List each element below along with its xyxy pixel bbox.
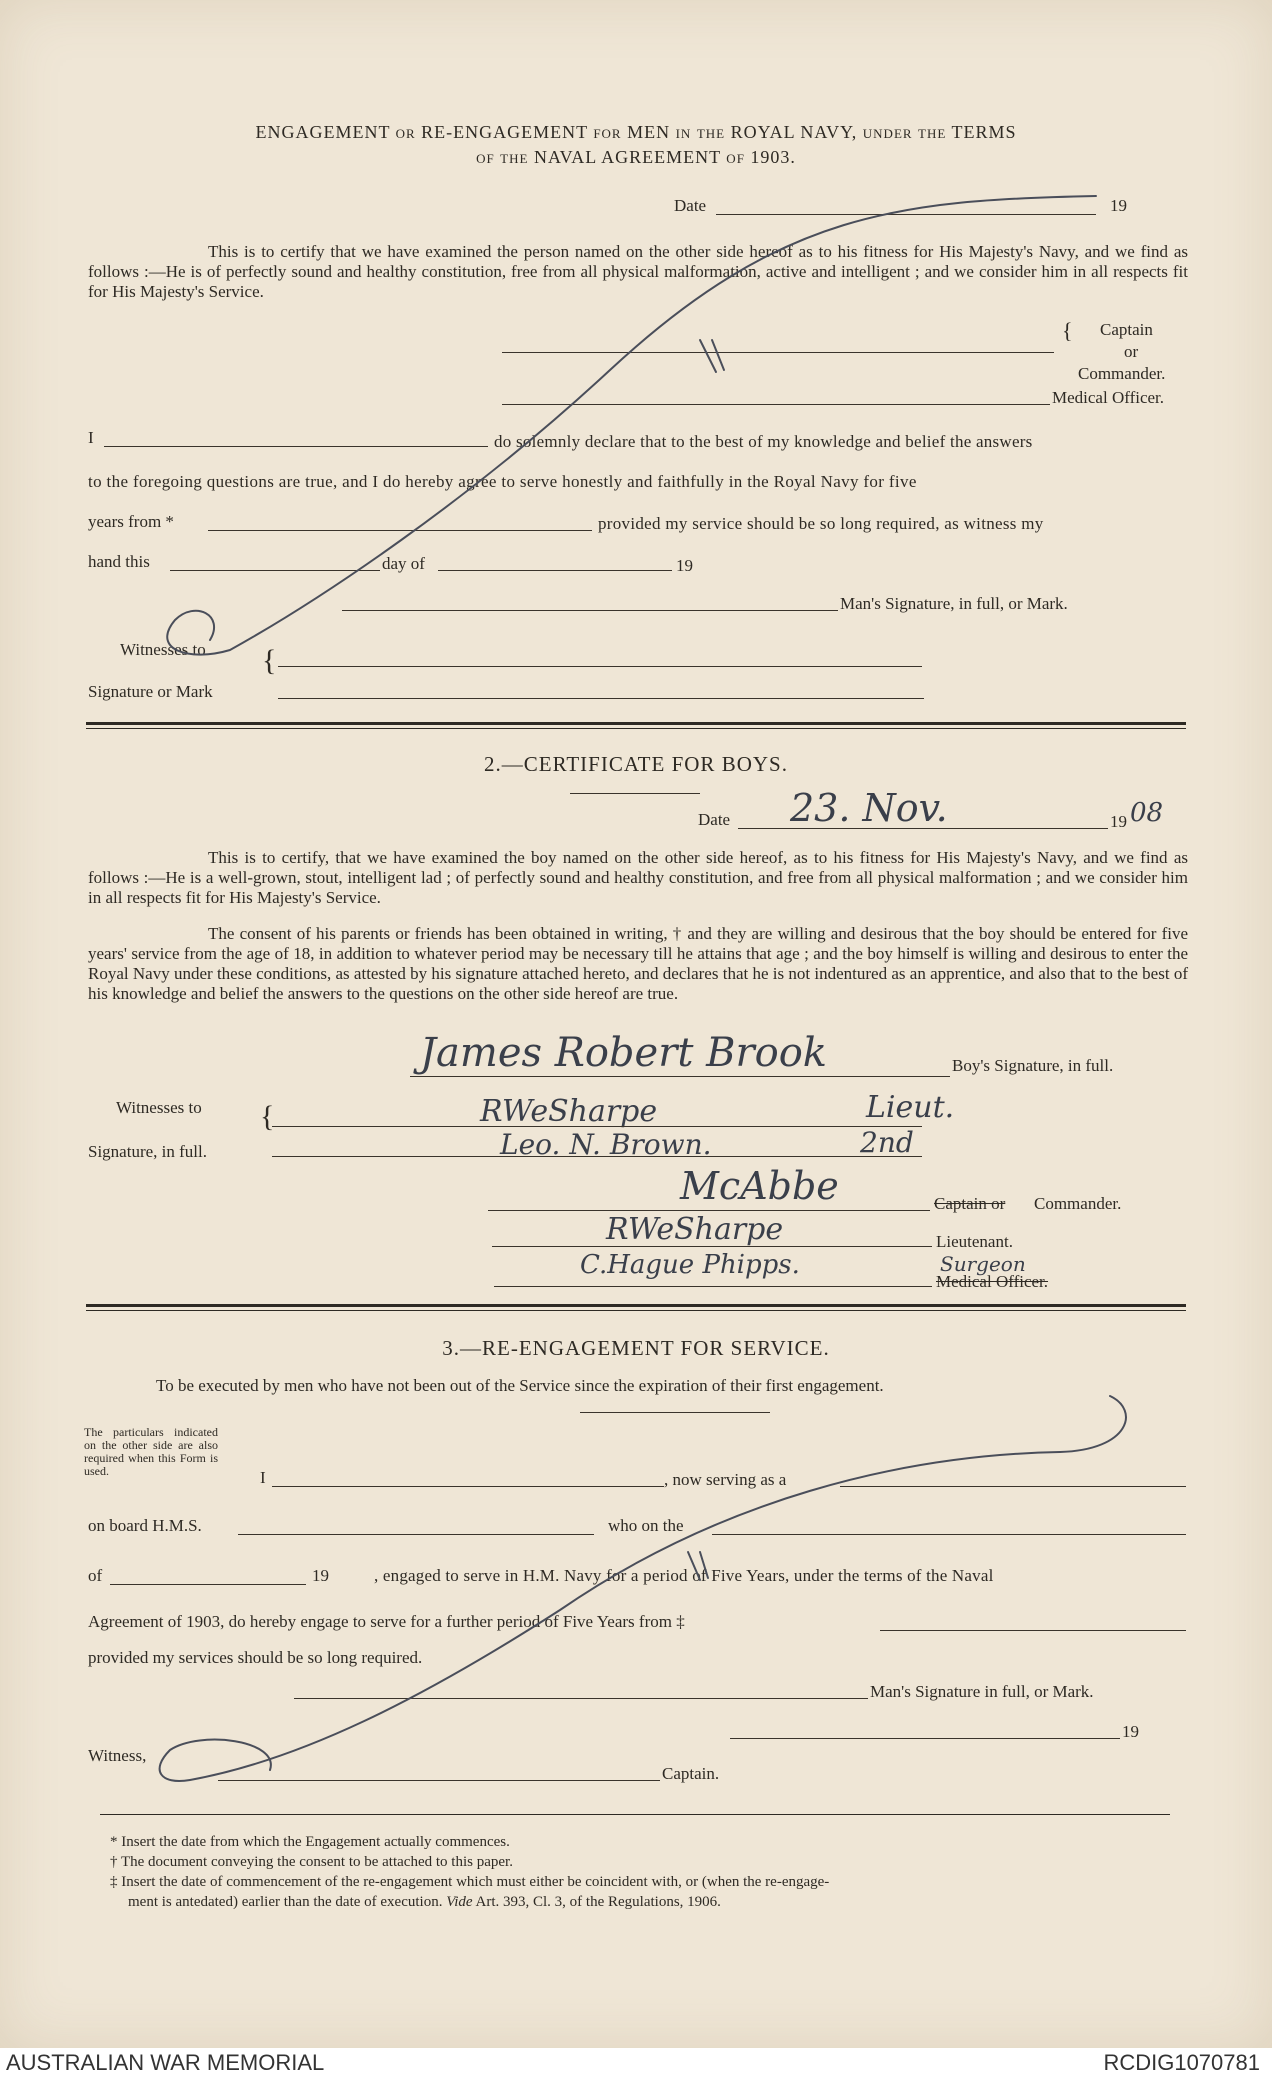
s2-boy-signature-label: Boy's Signature, in full. (952, 1056, 1114, 1075)
s1-signature-or-mark-label: Signature or Mark (88, 682, 213, 701)
section-divider-2 (86, 1304, 1186, 1307)
footnote-3b-text: ment is antedated) earlier than the date of execution. (128, 1894, 443, 1910)
s3-title: 3.—RE-ENGAGEMENT FOR SERVICE. (442, 1336, 830, 1360)
s1-years-from-label: years from * (88, 512, 174, 531)
footer-record-id: RCDIG1070781 (1103, 2050, 1260, 2075)
s1-date-label: Date (674, 196, 707, 215)
s2-year-prefix: 19 (1110, 812, 1127, 831)
s3-date-line[interactable] (730, 1738, 1120, 1739)
s3-now-serving-label: , now serving as a (664, 1470, 787, 1489)
s3-date-year: 19 (1122, 1722, 1139, 1741)
s1-day-of-label: day of (382, 554, 425, 573)
s1-witnesses-label: Witnesses to (120, 640, 206, 659)
s3-subtitle-underline (580, 1412, 770, 1413)
footnote-3b (128, 1892, 721, 1912)
s1-captain-label: Captain (1100, 320, 1153, 339)
s1-hand-this-line[interactable] (170, 570, 380, 571)
s3-provided-text: provided my services should be so long required. (88, 1648, 423, 1667)
s3-serving-as-line[interactable] (840, 1486, 1186, 1487)
s2-medical-line[interactable] (494, 1286, 932, 1287)
s3-who-on-the-label: who on the (608, 1516, 684, 1535)
s1-mans-signature-line[interactable] (342, 610, 838, 611)
s2-title: 2.—CERTIFICATE FOR BOYS. (484, 752, 788, 776)
s1-medical-line[interactable] (502, 404, 1050, 405)
s2-captain-line[interactable] (488, 1210, 930, 1211)
section-divider-3 (100, 1814, 1170, 1815)
s1-foregoing-text: to the foregoing questions are true, and I do hereby agree to serve honestly and faithfully in the Royal Navy for five (88, 472, 917, 491)
footnote-3a: ‡ Insert the date of commencement of the re-engagement which must either be coincident with, or (when the re-engage- (110, 1874, 830, 1890)
s2-witness-1-rank[interactable]: Lieut. (866, 1090, 955, 1125)
footnote-3b-vide: Vide (446, 1894, 473, 1910)
s3-mans-signature-label: Man's Signature in full, or Mark. (870, 1682, 1094, 1701)
section-divider-2b (86, 1310, 1186, 1311)
s2-witness-line-1[interactable] (272, 1126, 922, 1127)
s3-who-on-the-line[interactable] (712, 1534, 1186, 1535)
s1-provided-text: provided my service should be so long required, as witness my (598, 514, 1044, 533)
section-divider-1 (86, 722, 1186, 725)
s2-year-value[interactable]: 08 (1130, 798, 1164, 828)
s3-subtitle: To be executed by men who have not been out of the Service since the expiration of their first engagement. (156, 1376, 884, 1395)
s3-witness-line[interactable] (218, 1780, 660, 1781)
s2-lieutenant-label: Lieutenant. (936, 1232, 1013, 1251)
s1-certify-paragraph: This is to certify that we have examined the person named on the other side hereof as to his fitness for His Majesty's Navy, and we find as follows :—He is of perfectly sound and healthy constitution, free from all physical malformation, active and intelligent ; and we consider him in all respects fit for His Majesty's Service. (88, 242, 1188, 301)
s2-witness-2-value[interactable]: Leo. N. Brown. (500, 1128, 712, 1161)
s2-date-label: Date (698, 810, 731, 829)
s1-witness-brace: { (262, 644, 277, 677)
s1-brace: { (1062, 318, 1073, 343)
s1-or-label: or (1124, 342, 1139, 361)
s1-witness-line-1[interactable] (278, 666, 922, 667)
s3-side-note: The particulars indicated on the other side are also required when this Form is used. (84, 1425, 218, 1478)
s2-witness-line-2[interactable] (272, 1156, 922, 1157)
s3-agreement-text: Agreement of 1903, do hereby engage to serve for a further period of Five Years from ‡ (88, 1612, 685, 1631)
s1-witness-line-2[interactable] (278, 698, 924, 699)
s2-boy-signature-line[interactable] (410, 1076, 950, 1077)
s1-years-from-line[interactable] (208, 530, 592, 531)
s2-medical-officer-label: Medical Officer. (936, 1272, 1049, 1291)
s3-captain-label: Captain. (662, 1764, 720, 1783)
s2-boy-signature-value[interactable]: James Robert Brook (420, 1030, 828, 1076)
s1-declare-text: do solemnly declare that to the best of my knowledge and belief the answers (494, 432, 1033, 451)
form-title-line-2: of the NAVAL AGREEMENT of 1903. (476, 147, 796, 167)
s1-strike-tick (700, 340, 724, 372)
s2-lieutenant-line[interactable] (492, 1246, 932, 1247)
s1-hand-this-label: hand this (88, 552, 150, 571)
s3-witness-label: Witness, (88, 1746, 147, 1765)
s3-further-from-line[interactable] (880, 1630, 1186, 1631)
s2-witness-2-rank[interactable]: 2nd (860, 1126, 914, 1159)
s1-name-line[interactable] (104, 446, 488, 447)
s1-mans-signature-label: Man's Signature, in full, or Mark. (840, 594, 1068, 613)
s3-name-line[interactable] (272, 1486, 664, 1487)
s2-captain-signature-value[interactable]: McAbbe (680, 1164, 839, 1208)
s3-ship-line[interactable] (238, 1534, 594, 1535)
s3-on-board-label: on board H.M.S. (88, 1516, 202, 1535)
s2-commander-label: Commander. (1034, 1194, 1122, 1213)
s2-witness-1-value[interactable]: RWeSharpe (480, 1094, 658, 1129)
s2-captain-label-struck: Captain or (934, 1194, 1006, 1213)
form-title-line-1: ENGAGEMENT or RE-ENGAGEMENT for MEN in the ROYAL NAVY, under the TERMS (255, 122, 1017, 142)
footnote-3b-ref: Art. 393, Cl. 3, of the Regulations, 1906. (475, 1894, 721, 1910)
s2-witnesses-label: Witnesses to (116, 1098, 202, 1117)
s1-date-line[interactable] (716, 214, 1096, 215)
s3-engaged-text: , engaged to serve in H.M. Navy for a period of Five Years, under the terms of the Naval (374, 1566, 994, 1585)
s3-year-label: 19 (312, 1566, 329, 1585)
s1-captain-line[interactable] (502, 352, 1054, 353)
s2-consent-paragraph: The consent of his parents or friends has been obtained in writing, † and they are willing and desirous that the boy should be entered for five years' service from the age of 18, in addition to whatever period may be necessary till he attains that age ; and the boy himself is willing and desirous to enter the Royal Navy under these conditions, as attested by his signature attached hereto, and declares that he is not indentured as an apprentice, and also that to the best of his knowledge and belief the answers to the questions on the other side hereof are true. (88, 924, 1188, 1003)
s3-of-label: of (88, 1566, 103, 1585)
footnote-2: † The document conveying the consent to be attached to this paper. (110, 1854, 513, 1870)
s3-of-line[interactable] (110, 1584, 306, 1585)
s2-witness-brace: { (260, 1100, 275, 1133)
s3-strike-stroke (160, 1396, 1126, 1781)
s2-certify-paragraph: This is to certify, that we have examined the boy named on the other side hereof, as to his fitness for His Majesty's Navy, and we find as follows :—He is a well-grown, stout, intelligent lad ; of perfectly sound and healthy constitution, and free from all physical malformation ; and we consider him in all respects fit for His Majesty's Service. (88, 848, 1188, 907)
s2-lieutenant-signature-value[interactable]: RWeSharpe (606, 1212, 784, 1247)
s1-day-of-line[interactable] (438, 570, 672, 571)
s1-date-year: 19 (1110, 196, 1127, 215)
s2-surgeon-value[interactable]: Surgeon (940, 1252, 1026, 1276)
s2-title-underline (570, 793, 700, 794)
s1-year-label: 19 (676, 556, 693, 575)
section-divider-1b (86, 728, 1186, 729)
s3-i-label: I (260, 1468, 266, 1487)
s2-date-value[interactable]: 23. Nov. (790, 786, 948, 830)
s1-commander-label: Commander. (1078, 364, 1166, 383)
s2-signature-full-label: Signature, in full. (88, 1142, 207, 1161)
s2-medical-signature-value[interactable]: C.Hague Phipps. (580, 1250, 800, 1280)
s1-medical-officer-label: Medical Officer. (1052, 388, 1165, 407)
s1-i-label: I (88, 428, 94, 447)
s3-mans-signature-line[interactable] (294, 1698, 868, 1699)
footnote-1: * Insert the date from which the Engagement actually commences. (110, 1834, 510, 1850)
footer-source: AUSTRALIAN WAR MEMORIAL (6, 2050, 325, 2075)
